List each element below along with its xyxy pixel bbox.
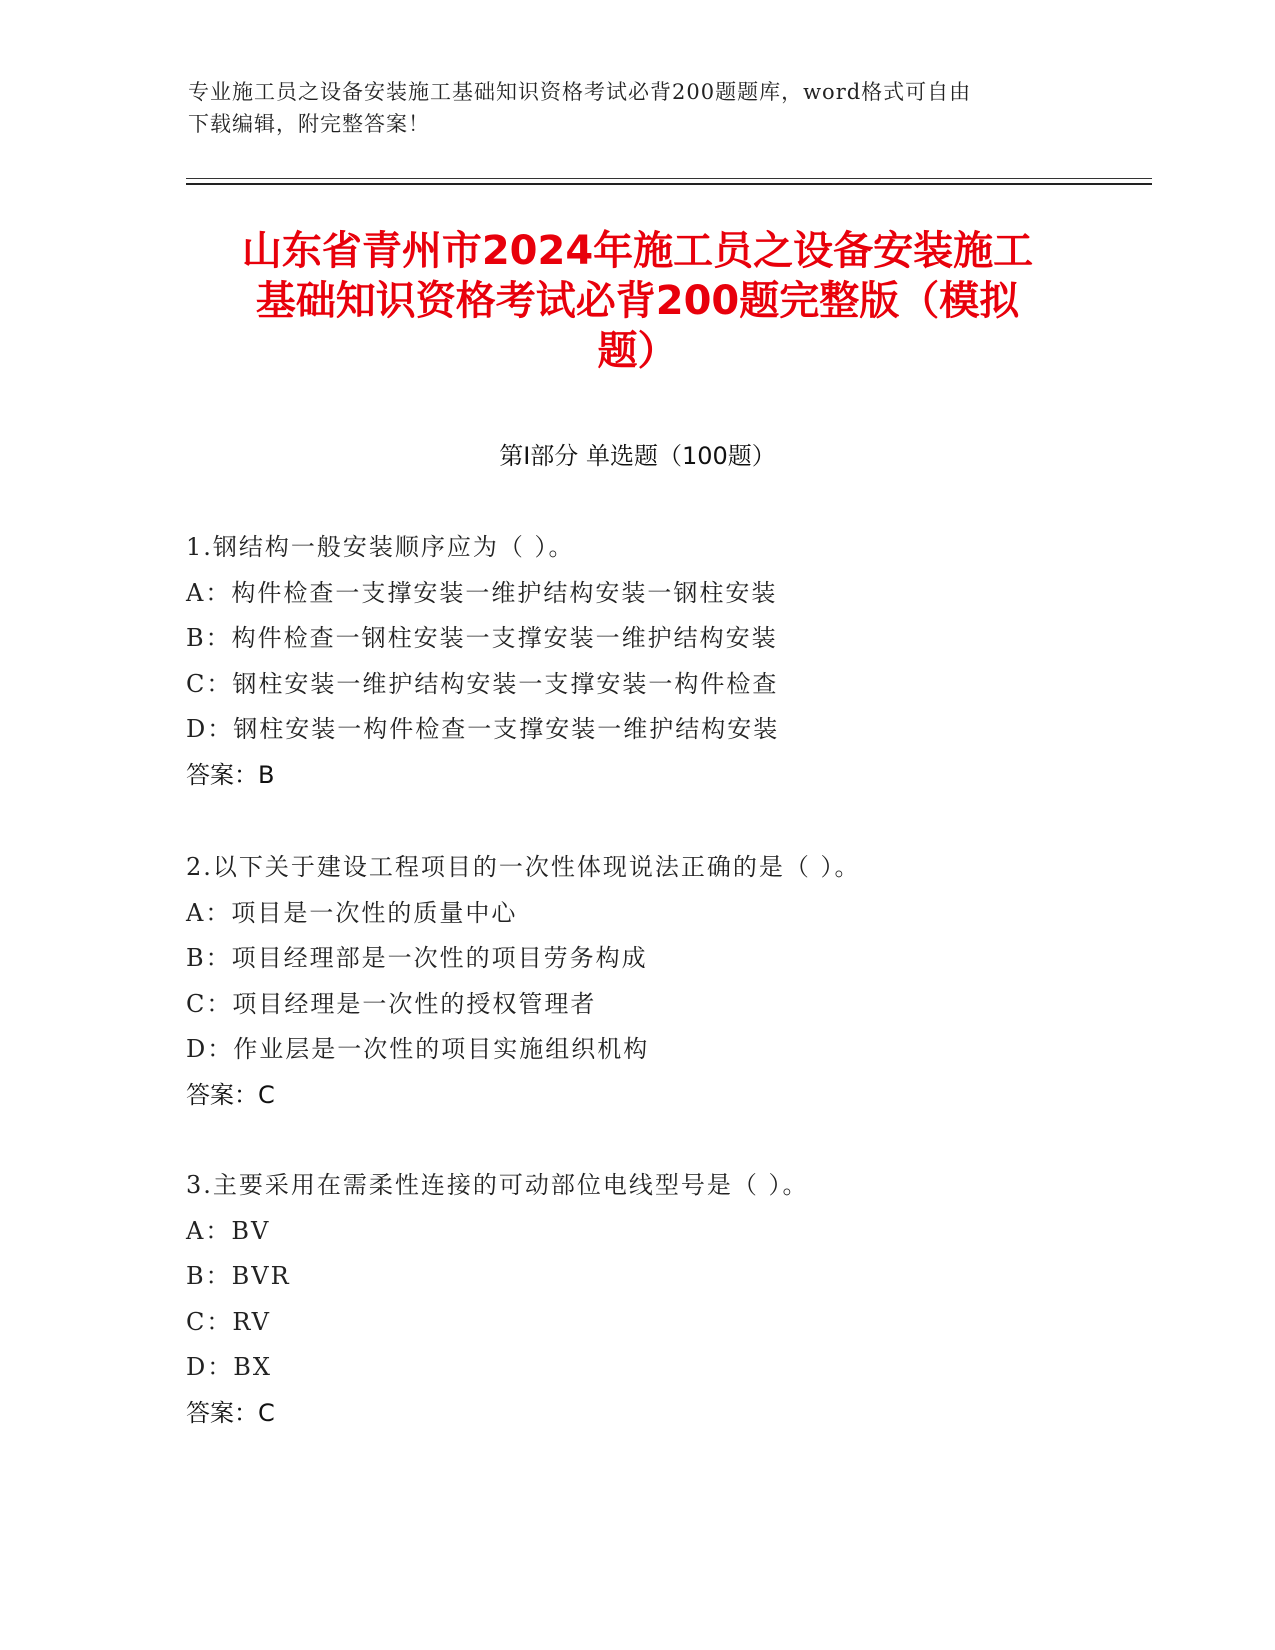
question-stem: 2.以下关于建设工程项目的一次性体现说法正确的是（ ）。 [186,853,861,881]
option-d: D：BX [186,1353,272,1381]
header-note [188,76,1088,140]
document-title-line-3: 题） [597,328,678,374]
option-c: C：钢柱安装一维护结构安装一支撑安装一构件检查 [186,669,779,698]
question-stem: 3.主要采用在需柔性连接的可动部位电线型号是（ ）。 [186,1171,809,1199]
option-c: C：项目经理是一次性的授权管理者 [186,989,597,1018]
option-b: B：BVR [186,1262,291,1290]
header-note-line-1: 专业施工员之设备安装施工基础知识资格考试必背200题题库，word格式可自由 [188,80,972,104]
option-b: B：构件检查一钢柱安装一支撑安装一维护结构安装 [186,624,778,652]
header-divider-thick [186,183,1152,185]
question-2 [186,845,1136,1118]
header-note-line-2: 下载编辑，附完整答案！ [188,112,430,136]
answer: 答案：C [186,1398,275,1427]
option-a: A：项目是一次性的质量中心 [186,898,518,927]
option-c: C：RV [186,1307,271,1336]
option-d: D：作业层是一次性的项目实施组织机构 [186,1035,650,1063]
document-title-line-1: 山东省青州市2024年施工员之设备安装施工 [241,228,1034,274]
header-divider-thin [186,178,1152,179]
question-3 [186,1163,1136,1436]
question-1 [186,525,1136,798]
option-a: A：BV [186,1216,271,1245]
answer: 答案：C [186,1080,275,1109]
option-d: D：钢柱安装一构件检查一支撑安装一维护结构安装 [186,715,780,743]
option-b: B：项目经理部是一次性的项目劳务构成 [186,944,648,972]
section-title: 第Ⅰ部分 单选题（100题） [499,442,776,470]
question-stem: 1.钢结构一般安装顺序应为（ ）。 [186,533,575,561]
option-a: A：构件检查一支撑安装一维护结构安装一钢柱安装 [186,578,778,607]
answer: 答案：B [186,760,275,789]
document-title-line-2: 基础知识资格考试必背200题完整版（模拟 [255,278,1020,324]
document-title [160,226,1115,376]
